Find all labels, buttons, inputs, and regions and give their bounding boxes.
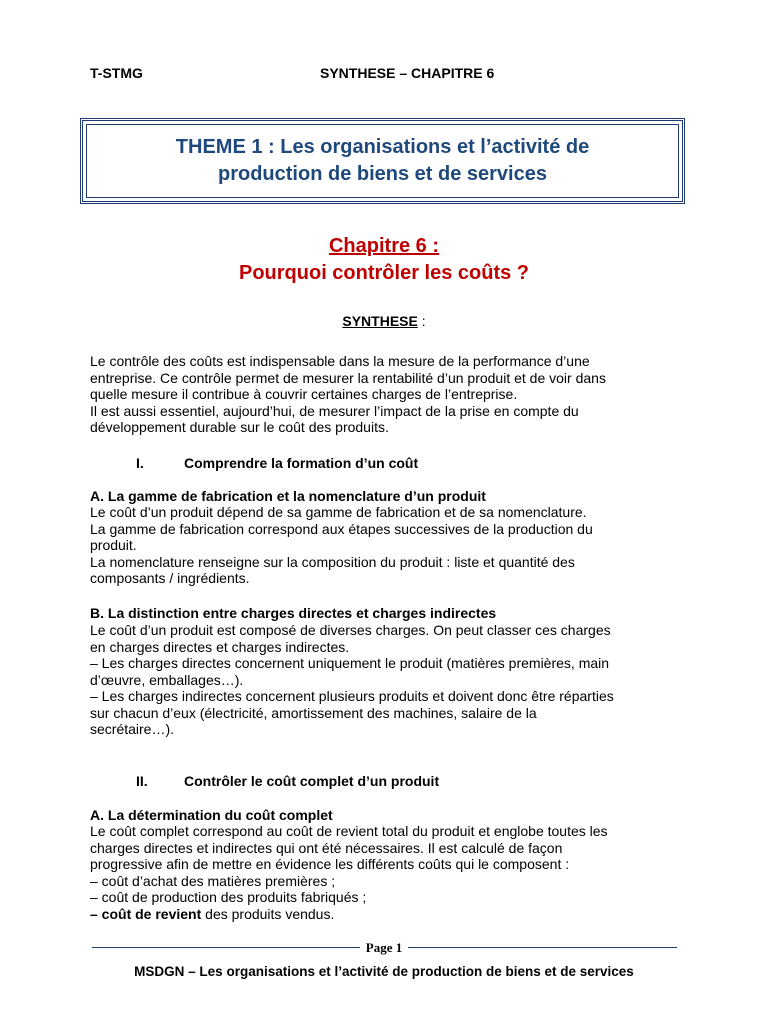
section-1a-title: A. La gamme de fabrication et la nomenclature d’un produit [90,488,486,504]
section-1-number: I. [136,455,144,471]
footer-text: MSDGN – Les organisations et l’activité de production de biens et de services [134,964,634,979]
theme-title [156,134,609,188]
body-line: secrétaire…). [90,721,175,737]
synthese-heading [0,313,768,329]
body-line: composants / ingrédients. [90,570,250,586]
chapter-label: Chapitre 6 : [328,235,440,257]
synthese-suffix: : [417,313,426,329]
body-line: sur chacun d’eux (électricité, amortissement des machines, salaire de la [90,704,537,721]
section-1b-title: B. La distinction entre charges directes et charges indirectes [90,605,497,621]
body-line: – coût de production des produits fabriqués ; [90,889,367,905]
intro-line: Le contrôle des coûts est indispensable dans la mesure de la performance d’une [90,353,590,369]
section-2a-body [90,823,690,922]
intro-paragraph [90,353,690,436]
body-line-rest: des produits vendus. [201,905,335,922]
intro-line: quelle mesure il contribue à couvrir certaines charges de l’entreprise. [90,386,518,402]
section-2a-title: A. La détermination du coût complet [90,807,333,823]
page-number [0,940,768,956]
intro-line: entreprise. Ce contrôle permet de mesurer la rentabilité d’un produit et de voir dans [90,369,606,386]
body-line: La gamme de fabrication correspond aux étapes successives de la production du [90,520,593,537]
section-2-number: II. [136,773,148,789]
body-line-last [90,906,690,923]
header-right-label: SYNTHESE – CHAPITRE 6 [320,65,495,81]
body-line: Le coût complet correspond au coût de revient total du produit et englobe toutes les [90,823,608,839]
page-number-label: Page 1 [360,940,408,955]
body-line: d’œuvre, emballages…). [90,671,244,688]
intro-line: Il est aussi essentiel, aujourd’hui, de mesurer l’impact de la prise en compte du [90,402,579,419]
section-1-title: Comprendre la formation d’un coût [184,455,419,471]
theme-box [80,118,685,204]
body-line: La nomenclature renseigne sur la composition du produit : liste et quantité des [90,553,575,570]
header-left-label: T-STMG [90,65,143,81]
chapter-heading [0,233,768,287]
section-1a-body [90,504,690,587]
chapter-title: Pourquoi contrôler les coûts ? [238,262,530,284]
body-line: – coût d’achat des matières premières ; [90,872,336,889]
body-line: en charges directes et charges indirectes. [90,638,350,655]
body-line: Le coût d’un produit dépend de sa gamme de fabrication et de sa nomenclature. [90,504,587,520]
body-line: charges directes et indirectes qui ont été nécessaires. Il est calculé de façon [90,839,563,856]
synthese-label: SYNTHESE [342,313,418,329]
section-2-title: Contrôler le coût complet d’un produit [184,773,440,789]
body-line: produit. [90,537,137,553]
intro-line: développement durable sur le coût des produits. [90,419,389,435]
bold-term: – coût de revient [90,905,202,922]
body-line: Le coût d’un produit est composé de diverses charges. On peut classer ces charges [90,622,611,638]
body-line: – Les charges directes concernent uniquement le produit (matières premières, main [90,655,610,671]
body-line: progressive afin de mettre en évidence les différents coûts qui le composent : [90,856,570,872]
theme-line-2: production de biens et de services [218,163,547,185]
section-1b-body [90,622,690,738]
body-line: – Les charges indirectes concernent plusieurs produits et doivent donc être réparties [90,688,614,704]
theme-line-1: THEME 1 : Les organisations et l’activité de [175,136,590,158]
